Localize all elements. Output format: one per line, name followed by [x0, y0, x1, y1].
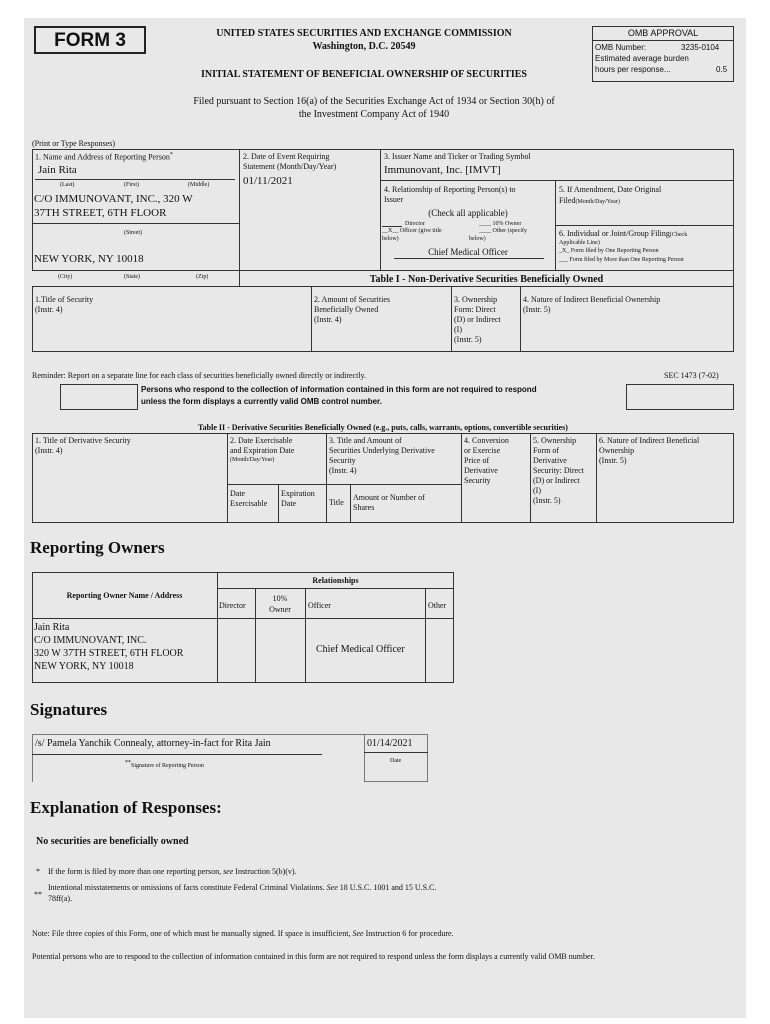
form-label-box	[34, 26, 146, 54]
print-note: (Print or Type Responses)	[32, 139, 116, 148]
omb-number: 3235-0104	[681, 43, 720, 52]
note1-mark: *	[36, 867, 40, 876]
reporting-address-1: C/O IMMUNOVANT, INC., 320 W	[34, 193, 193, 205]
t2-c3e: Title	[329, 498, 344, 507]
event-date-label-2: Statement (Month/Day/Year)	[243, 162, 337, 171]
signatures-heading: Signatures	[30, 700, 108, 719]
potential-persons-note: Potential persons who are to respond to the collection of information contained in this form are not required to respond unless the form displays a currently valid OMB number.	[32, 952, 595, 961]
reporting-person-label: 1. Name and Address of Reporting Person*	[35, 152, 173, 162]
t1-c3e: (Instr. 5)	[454, 335, 482, 344]
t2-c2e: Exercisable	[230, 499, 268, 508]
t1-c3a: 3. Ownership	[454, 295, 498, 304]
t2-c2a: 2. Date Exercisable	[230, 436, 293, 445]
persons-left-box	[60, 384, 138, 410]
t2-c4a: 4. Conversion	[464, 436, 509, 445]
explanation-heading: Explanation of Responses:	[30, 798, 222, 817]
city-label: (City)	[58, 274, 73, 280]
t1-c2c: (Instr. 4)	[314, 315, 342, 324]
omb-hours: 0.5	[716, 65, 728, 74]
event-date: 01/11/2021	[243, 175, 293, 187]
officer-below: below)	[382, 236, 399, 242]
issuer-name: Immunovant, Inc. [IMVT]	[384, 164, 501, 176]
reporting-owners-heading: Reporting Owners	[30, 538, 165, 557]
form-title: INITIAL STATEMENT OF BENEFICIAL OWNERSHIP OF SECURITIES	[200, 69, 527, 80]
t1-c1: 1.Title of Security	[35, 295, 94, 304]
t1-c2b: Beneficially Owned	[314, 305, 379, 314]
t2-c5b: Form of	[533, 446, 559, 455]
middle-label: (Middle)	[188, 182, 210, 188]
t2-c3g: Shares	[353, 503, 375, 512]
street-label: (Street)	[124, 230, 142, 236]
note1-text: If the form is filed by more than one reporting person, see Instruction 5(b)(v).	[48, 867, 297, 876]
t1-c1b: (Instr. 4)	[35, 305, 63, 314]
director-label: Director	[405, 221, 425, 227]
note2-text-2: 78ff(a).	[48, 894, 73, 903]
agency-location: Washington, D.C. 20549	[312, 41, 416, 52]
t2-c2c: (Month/Day/Year)	[230, 457, 275, 463]
t2-c5g: (Instr. 5)	[533, 496, 561, 505]
note2-mark: **	[34, 890, 42, 899]
t1-c3d: (I)	[454, 325, 462, 334]
t2-c1b: (Instr. 4)	[35, 446, 63, 455]
reporting-person-name: Jain Rita	[38, 164, 77, 176]
persons-text-1: Persons who respond to the collection of information contained in this form are not required to respond	[141, 385, 537, 394]
t1-c3b: Form: Direct	[454, 305, 496, 314]
filed-pursuant-1: Filed pursuant to Section 16(a) of the Securities Exchange Act of 1934 or Section 30(h) of	[193, 96, 555, 107]
table1-title: Table I - Non-Derivative Securities Beneficially Owned	[369, 274, 604, 285]
t2-c5e: (D) or Indirect	[533, 476, 580, 485]
omb-burden-2: hours per response...	[595, 65, 671, 74]
owners-col-name: Reporting Owner Name / Address	[66, 591, 183, 600]
owner-row-officer: Chief Medical Officer	[316, 644, 405, 655]
t2-c4b: or Exercise	[464, 446, 501, 455]
officer-title: Chief Medical Officer	[428, 247, 508, 257]
t2-c4d: Derivative	[464, 466, 498, 475]
t1-c4b: (Instr. 5)	[523, 305, 551, 314]
owner-row-addr1: C/O IMMUNOVANT, INC.	[34, 635, 147, 646]
omb-burden-1: Estimated average burden	[595, 54, 689, 63]
agency-title: UNITED STATES SECURITIES AND EXCHANGE COMMISSION	[216, 28, 512, 39]
issuer-label: 3. Issuer Name and Ticker or Trading Symbol	[384, 152, 531, 161]
signature-label: **Signature of Reporting Person	[125, 760, 204, 769]
first-label: (First)	[124, 182, 139, 188]
t1-c4a: 4. Nature of Indirect Beneficial Ownership	[523, 295, 661, 304]
filed-pursuant-2: the Investment Company Act of 1940	[298, 109, 450, 120]
other-below: below)	[469, 236, 486, 242]
other-label: ____ Other (specify	[479, 228, 527, 234]
reporting-city: NEW YORK, NY 10018	[34, 253, 144, 265]
t2-c3d: (Instr. 4)	[329, 466, 357, 475]
t2-c2b: and Expiration Date	[230, 446, 295, 455]
relationship-label-1: 4. Relationship of Reporting Person(s) to	[384, 185, 516, 194]
joint-more-persons: ___ Form filed by More than One Reporting Person	[559, 257, 684, 263]
t2-c5d: Security: Direct	[533, 466, 584, 475]
t2-c3b: Securities Underlying Derivative	[329, 446, 435, 455]
zip-label: (Zip)	[196, 274, 209, 280]
persons-text-2: unless the form displays a currently valid OMB control number.	[141, 397, 382, 406]
last-label: (Last)	[60, 182, 75, 188]
t2-c3a: 3. Title and Amount of	[329, 436, 402, 445]
omb-title: OMB APPROVAL	[627, 28, 699, 38]
joint-filing-label: 6. Individual or Joint/Group Filing(Check	[559, 229, 688, 238]
t2-c4c: Price of	[464, 456, 490, 465]
t1-c3c: (D) or Indirect	[454, 315, 501, 324]
owners-officer: Officer	[308, 601, 331, 610]
t2-c5a: 5. Ownership	[533, 436, 577, 445]
explanation-none: No securities are beneficially owned	[36, 836, 189, 847]
omb-number-label: OMB Number:	[595, 43, 647, 52]
owners-ten-b: Owner	[269, 605, 291, 614]
owner-row-addr2: 320 W 37TH STREET, 6TH FLOOR	[34, 648, 184, 659]
signature-value: /s/ Pamela Yanchik Connealy, attorney-in-fact for Rita Jain	[35, 738, 271, 749]
event-date-label-1: 2. Date of Event Requiring	[243, 152, 330, 161]
t2-c3c: Security	[329, 456, 356, 465]
t2-c2f: Expiration	[281, 489, 315, 498]
t2-c3f: Amount or Number of	[353, 493, 425, 502]
form-label: FORM 3	[54, 30, 126, 51]
t2-c6b: Ownership	[599, 446, 635, 455]
reminder-text: Reminder: Report on a separate line for each class of securities beneficially owned directly or indirectly.	[32, 371, 367, 380]
omb-approval-box	[592, 26, 734, 82]
table2-title: Table II - Derivative Securities Beneficially Owned (e.g., puts, calls, warrants, options, convertible securities)	[198, 423, 568, 432]
joint-applicable: Applicable Line)	[559, 240, 600, 246]
t2-c2d: Date	[230, 489, 246, 498]
note2-text: Intentional misstatements or omissions of facts constitute Federal Criminal Violations. See 18 U.S.C. 1001 and 15 U.S.C.	[48, 883, 437, 892]
t1-c2a: 2. Amount of Securities	[314, 295, 390, 304]
joint-one-person: _X_ Form filed by One Reporting Person	[559, 248, 659, 254]
t2-c1a: 1. Title of Derivative Security	[35, 436, 131, 445]
ten-owner-label: ____ 10% Owner	[479, 221, 522, 227]
t2-c4e: Security	[464, 476, 491, 485]
t2-c6c: (Instr. 5)	[599, 456, 627, 465]
t2-c5f: (I)	[533, 486, 541, 495]
officer-checkbox-label: __X__ Officer (give title	[382, 228, 442, 234]
signature-date: 01/14/2021	[367, 738, 413, 749]
owners-other: Other	[428, 601, 447, 610]
state-label: (State)	[124, 274, 140, 280]
file-note: Note: File three copies of this Form, one of which must be manually signed. If space is insufficient, See Instruction 6 for procedure.	[32, 929, 454, 938]
t2-c6a: 6. Nature of Indirect Beneficial	[599, 436, 700, 445]
reporting-address-2: 37TH STREET, 6TH FLOOR	[34, 207, 167, 219]
owners-relationships: Relationships	[312, 576, 359, 585]
owners-director: Director	[219, 601, 246, 610]
t2-c5c: Derivative	[533, 456, 567, 465]
form-page	[24, 18, 746, 1018]
owners-ten-a: 10%	[272, 594, 288, 603]
check-all-label: (Check all applicable)	[428, 208, 508, 218]
amendment-label-1: 5. If Amendment, Date Original	[559, 185, 662, 194]
amendment-label-2: Filed(Month/Day/Year)	[559, 196, 620, 205]
owner-row-addr3: NEW YORK, NY 10018	[34, 661, 134, 672]
t2-c2g: Date	[281, 499, 297, 508]
signature-date-label: Date	[390, 758, 402, 764]
sec-number: SEC 1473 (7-02)	[664, 371, 719, 380]
relationship-label-2: Issuer	[384, 195, 404, 204]
owner-row-name: Jain Rita	[34, 622, 70, 633]
persons-right-box	[626, 384, 734, 410]
